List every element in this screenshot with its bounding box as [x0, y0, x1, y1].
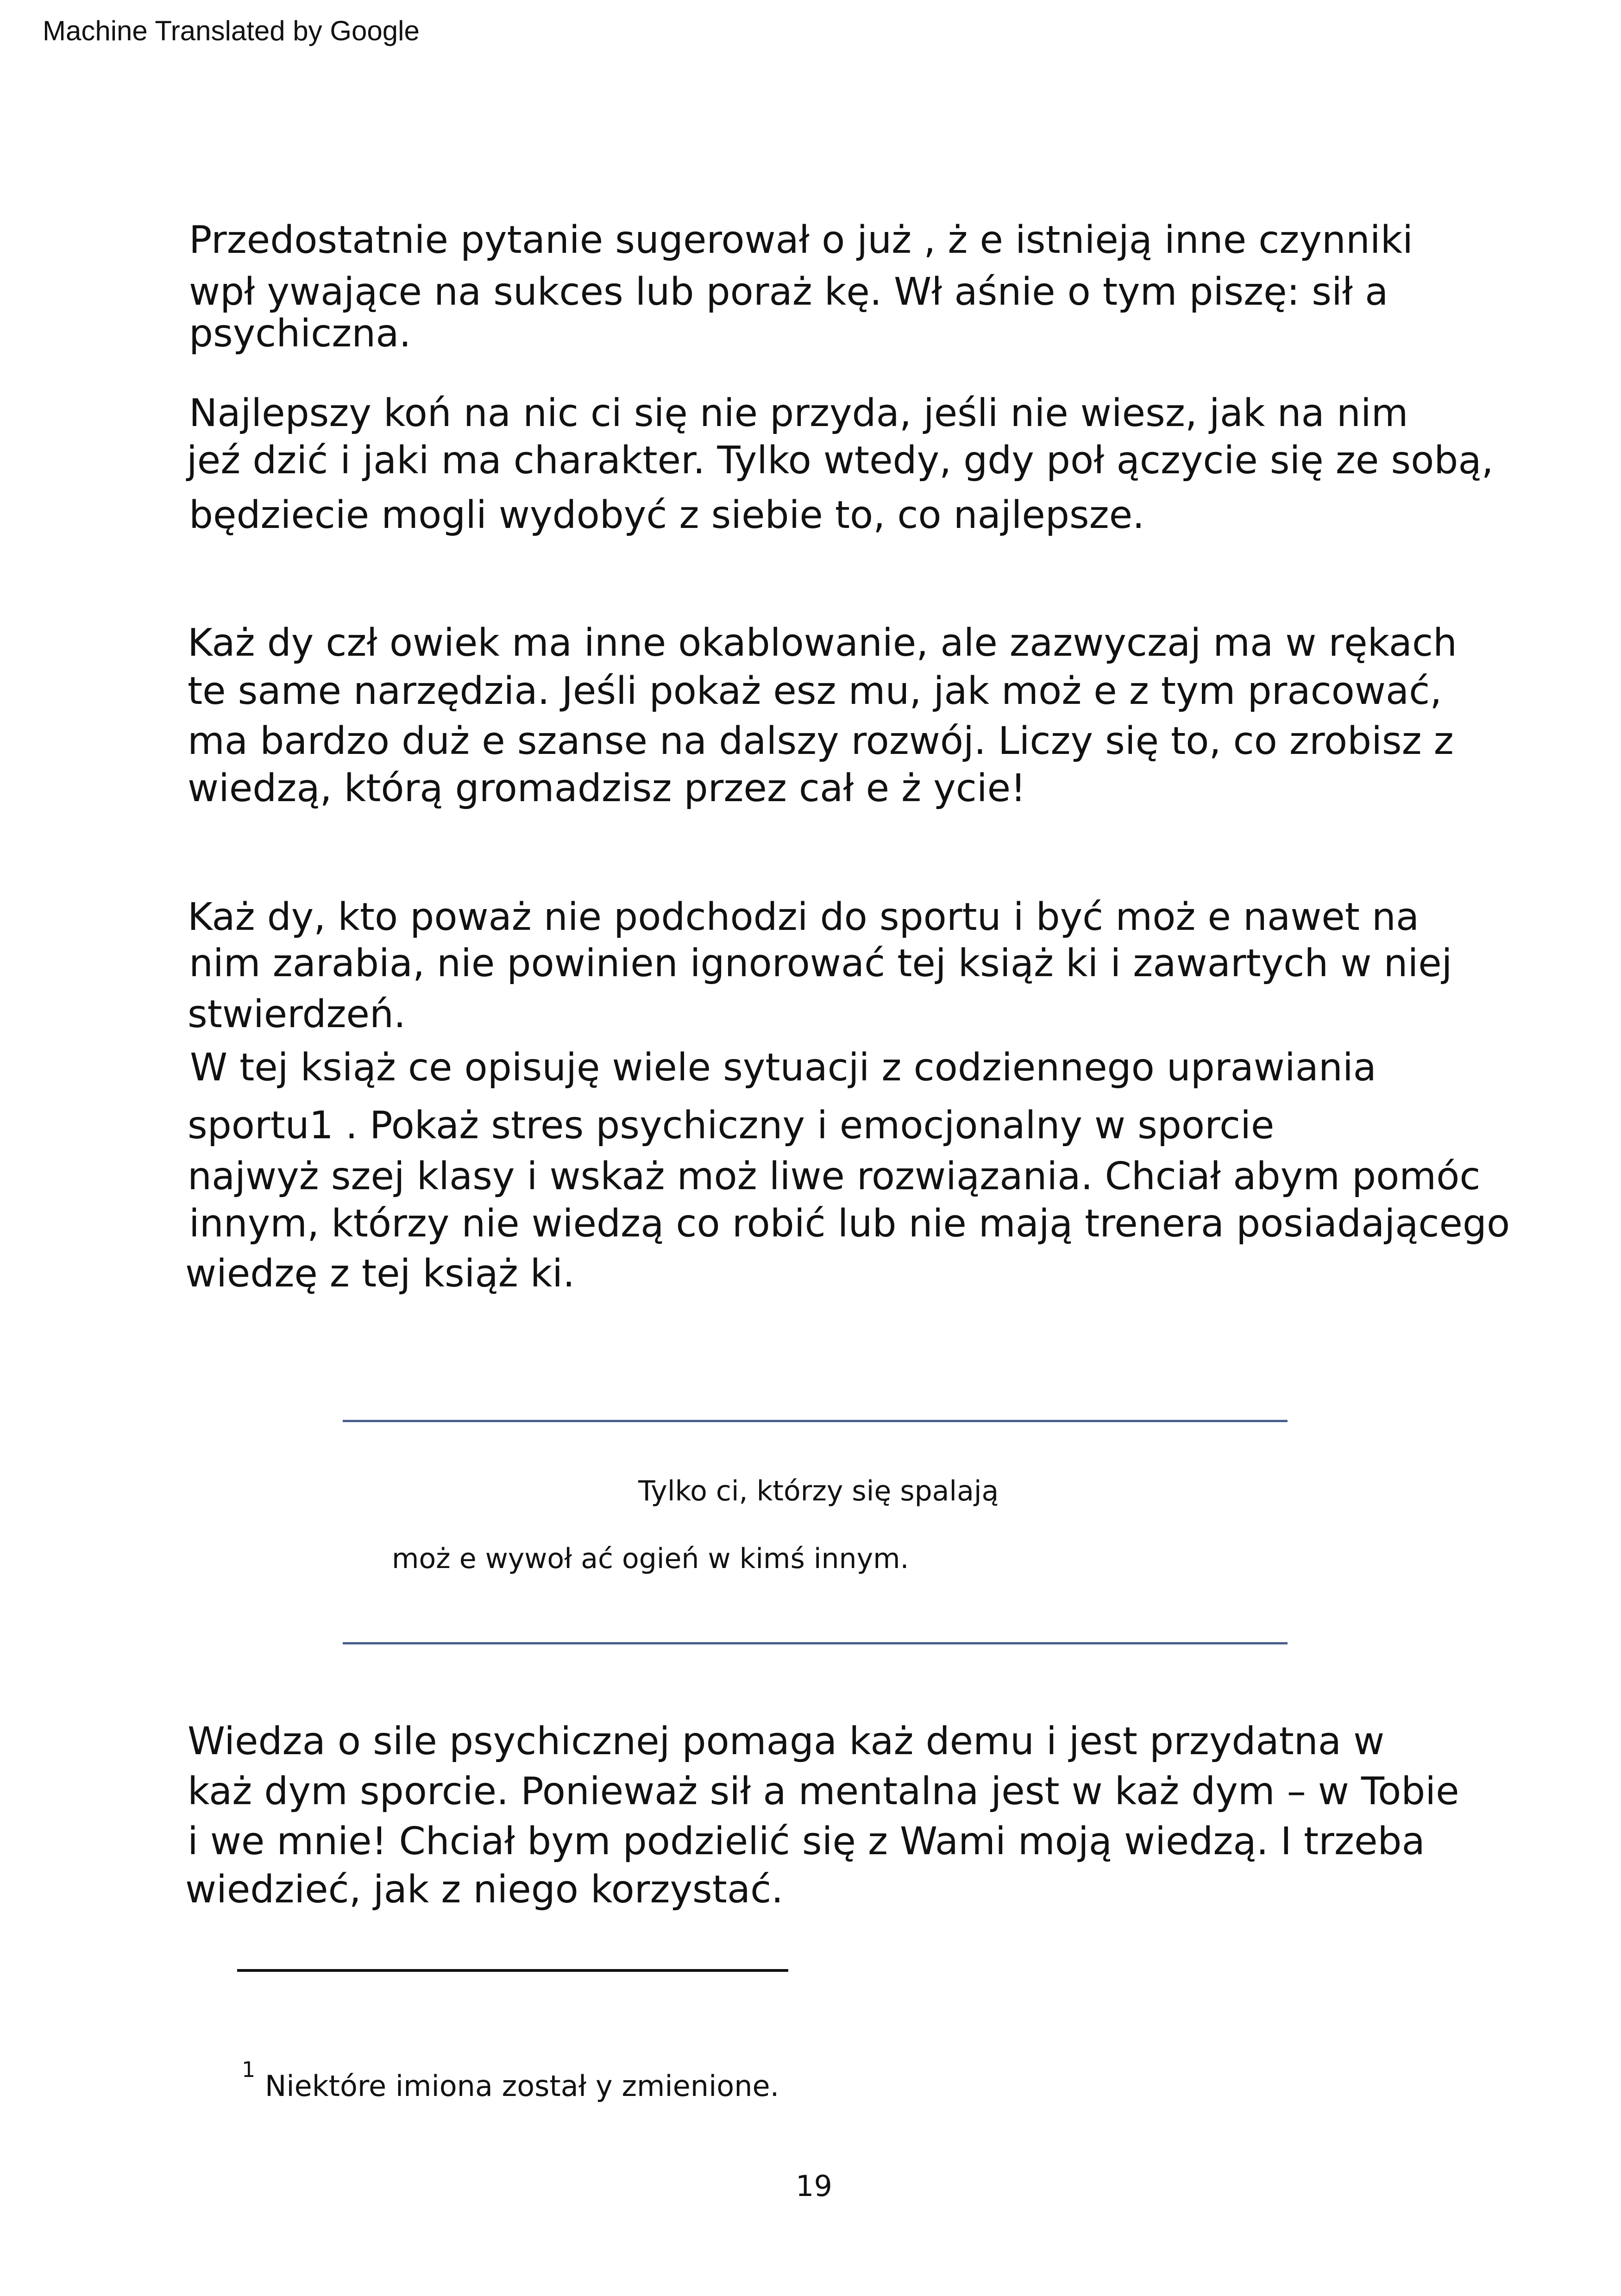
paragraph-line: wiedzą, którą gromadzisz przez cał e ż ycie!	[188, 766, 1026, 810]
quote-top-rule	[343, 1420, 1288, 1422]
paragraph-line: będziecie mogli wydobyć z siebie to, co najlepsze.	[189, 493, 1145, 537]
quote-bottom-rule	[343, 1642, 1288, 1644]
paragraph-line: wiedzieć, jak z niego korzystać.	[185, 1868, 784, 1912]
paragraph-line: najwyż szej klasy i wskaż moż liwe rozwiązania. Chciał abym pomóc	[188, 1154, 1481, 1198]
footnote-separator	[237, 1969, 788, 1972]
paragraph-line: i we mnie! Chciał bym podzielić się z Wami moją wiedzą. I trzeba	[188, 1819, 1425, 1863]
paragraph-line: jeź dzić i jaki ma charakter. Tylko wtedy, gdy poł ączycie się ze sobą,	[187, 439, 1494, 483]
paragraph-line: Wiedza o sile psychicznej pomaga każ demu i jest przydatna w	[188, 1719, 1385, 1763]
paragraph-line: każ dym sporcie. Ponieważ sił a mentalna jest w każ dym – w Tobie	[188, 1769, 1459, 1813]
machine-translation-label: Machine Translated by Google	[43, 15, 420, 46]
quote-line-1: Tylko ci, którzy się spalają	[638, 1475, 999, 1507]
paragraph-line: wpł ywające na sukces lub poraż kę. Wł aśnie o tym piszę: sił a	[189, 270, 1389, 314]
paragraph-line: nim zarabia, nie powinien ignorować tej książ ki i zawartych w niej	[189, 941, 1452, 985]
paragraph-line: innym, którzy nie wiedzą co robić lub nie mają trenera posiadającego	[189, 1202, 1510, 1246]
paragraph-line: stwierdzeń.	[188, 992, 406, 1036]
paragraph-line: ma bardzo duż e szanse na dalszy rozwój. Liczy się to, co zrobisz z	[188, 719, 1454, 763]
footnote-text: Niektóre imiona został y zmienione.	[265, 2069, 779, 2103]
paragraph-line: psychiczna.	[189, 312, 411, 356]
paragraph-line: W tej książ ce opisuję wiele sytuacji z codziennego uprawiania	[190, 1046, 1376, 1090]
paragraph-line: te same narzędzia. Jeśli pokaż esz mu, jak moż e z tym pracować,	[188, 669, 1442, 713]
paragraph-line: sportu1 . Pokaż stres psychiczny i emocjonalny w sporcie	[188, 1104, 1275, 1148]
quote-line-2: moż e wywoł ać ogień w kimś innym.	[392, 1543, 909, 1575]
paragraph-line: Najlepszy koń na nic ci się nie przyda, jeśli nie wiesz, jak na nim	[189, 391, 1408, 435]
page-number: 19	[796, 2169, 832, 2203]
paragraph-line: Każ dy czł owiek ma inne okablowanie, ale zazwyczaj ma w rękach	[188, 621, 1457, 665]
paragraph-line: Przedostatnie pytanie sugerował o już , ż e istnieją inne czynniki	[189, 218, 1413, 262]
paragraph-line: wiedzę z tej książ ki.	[185, 1252, 575, 1296]
footnote-marker: 1	[242, 2057, 256, 2082]
paragraph-line: Każ dy, kto poważ nie podchodzi do sportu i być moż e nawet na	[188, 895, 1420, 939]
